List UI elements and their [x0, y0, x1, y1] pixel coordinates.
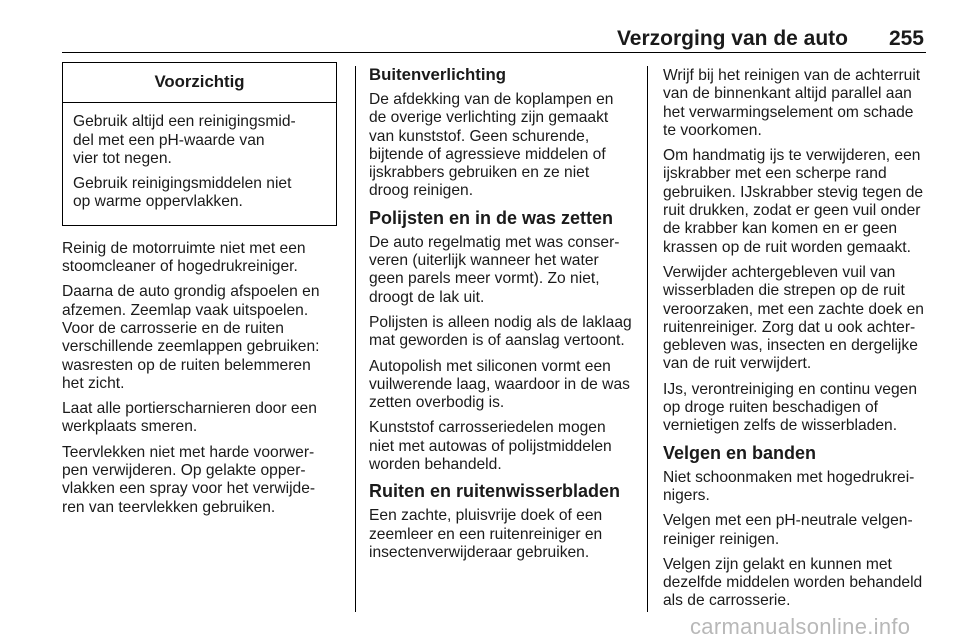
text-line: nigers.	[663, 486, 710, 504]
caution-box	[62, 62, 337, 226]
text-line: droog reinigen.	[369, 182, 474, 200]
text-line: gebleven was, insecten en dergelijke	[663, 337, 918, 355]
text-line: del met een pH-waarde van	[73, 131, 265, 149]
text-line: worden behandeld.	[369, 456, 502, 474]
text-line: Velgen zijn gelakt en kunnen met	[663, 555, 892, 573]
paragraph	[663, 147, 933, 257]
text-line: ruit drukken, zodat er geen vuil onder	[663, 202, 921, 220]
paragraph	[62, 444, 350, 517]
text-line: Velgen met een pH-neutrale velgen-	[663, 512, 913, 530]
text-line: Teervlekken niet met harde voorwer-	[62, 443, 315, 461]
column-divider-1	[355, 66, 356, 612]
text-line: De afdekking van de koplampen en	[369, 91, 614, 108]
text-line: het zicht.	[62, 374, 125, 392]
caution-paragraph-1	[73, 113, 326, 168]
text-line: afzemen. Zeemlap vaak uitspoelen.	[62, 301, 309, 319]
paragraph	[663, 381, 933, 436]
text-line: vernietigen zelfs de wisserbladen.	[663, 417, 898, 435]
text-line: veren (uiterlijk wanneer het water	[369, 252, 599, 270]
text-line: insectenverwijderaar gebruiken.	[369, 543, 590, 561]
text-line: Voor de carrosserie en de ruiten	[62, 319, 284, 337]
text-line: pen verwijderen. Op gelakte opper-	[62, 462, 306, 480]
paragraph	[369, 507, 639, 562]
paragraph	[369, 234, 639, 307]
text-line: Polijsten is alleen nodig als de laklaag	[369, 313, 632, 331]
text-line: van de ruit verwijdert.	[663, 355, 812, 373]
text-line: verschillende zeemlappen gebruiken:	[62, 338, 320, 356]
text-line: niet met autowas of polijstmiddelen	[369, 437, 612, 455]
header-title: Verzorging van de auto	[616, 27, 848, 50]
text-line: wisserbladen die strepen op de ruit	[663, 282, 905, 300]
text-line: ijskrabber met een scherpe rand	[663, 165, 887, 183]
text-line: mat geworden is of aanslag vertoont.	[369, 332, 625, 350]
section-heading-wheels-tyres: Velgen en banden	[663, 442, 817, 463]
text-line: werkplaats smeren.	[62, 418, 198, 436]
text-line: de overige verlichting zijn gemaakt	[369, 109, 609, 127]
text-line: De auto regelmatig met was conser-	[369, 233, 620, 251]
column-left	[62, 62, 350, 524]
column-divider-2	[647, 66, 648, 612]
paragraph	[62, 240, 350, 277]
page-header	[62, 24, 926, 53]
text-line: Kunststof carrosseriedelen mogen	[369, 419, 606, 437]
paragraph	[369, 419, 639, 474]
text-line: IJs, verontreiniging en continu vegen	[663, 380, 917, 398]
text-line: Een zachte, pluisvrije doek of een	[369, 507, 603, 525]
text-line: Gebruik reinigingsmiddelen niet	[73, 175, 292, 193]
text-line: van kunststof. Geen schurende,	[369, 127, 590, 145]
text-line: vier tot negen.	[73, 149, 172, 167]
paragraph	[369, 91, 639, 201]
text-line: bijtende of agressieve middelen of	[369, 145, 606, 163]
paragraph	[663, 264, 933, 374]
text-line: ruitenreiniger. Zorg dat u ook achter-	[663, 318, 916, 336]
text-line: dezelfde middelen worden behandeld	[663, 574, 923, 592]
paragraph	[663, 512, 933, 549]
paragraph	[663, 556, 933, 611]
text-line: ijskrabbers gebruiken en ze niet	[369, 164, 590, 182]
text-line: vlakken een spray voor het verwijde-	[62, 480, 316, 498]
section-heading-exterior-lighting: Buitenverlichting	[369, 65, 507, 84]
text-line: Reinig de motorruimte niet met een	[62, 239, 306, 257]
paragraph	[663, 469, 933, 506]
text-line: Gebruik altijd een reinigingsmid-	[73, 113, 296, 131]
paragraph	[62, 400, 350, 437]
text-line: stoomcleaner of hogedrukreiniger.	[62, 258, 298, 276]
text-line: op warme oppervlakken.	[73, 193, 243, 211]
text-line: krassen op de ruit worden gemaakt.	[663, 238, 911, 256]
text-line: het verwarmingselement om schade	[663, 103, 914, 121]
section-heading-windows-wipers: Ruiten en ruitenwisserbladen	[369, 481, 621, 502]
paragraph	[369, 358, 639, 413]
text-line: droogt de lak uit.	[369, 288, 485, 306]
text-line: Niet schoonmaken met hogedrukrei-	[663, 468, 915, 486]
text-line: zeemleer en een ruitenreiniger en	[369, 525, 603, 543]
text-line: als de carrosserie.	[663, 592, 791, 610]
caution-title: Voorzichtig	[63, 63, 336, 103]
text-line: zetten overbodig is.	[369, 394, 505, 412]
text-line: Om handmatig ijs te verwijderen, een	[663, 147, 921, 165]
text-line: Laat alle portierscharnieren door een	[62, 400, 317, 418]
column-middle	[369, 62, 639, 569]
text-line: te voorkomen.	[663, 121, 762, 139]
text-line: vuilwerende laag, waardoor in de was	[369, 375, 630, 393]
page-number: 255	[888, 27, 924, 50]
text-line: Wrijf bij het reinigen van de achterruit	[663, 67, 921, 84]
text-line: van de binnenkant altijd parallel aan	[663, 85, 912, 103]
text-line: reiniger reinigen.	[663, 530, 780, 548]
text-line: veroorzaken, met een zachte doek en	[663, 300, 924, 318]
paragraph	[663, 67, 933, 140]
text-line: wasresten op de ruiten belemmeren	[62, 356, 311, 374]
text-line: gebruiken. IJskrabber stevig tegen de	[663, 183, 924, 201]
text-line: op droge ruiten beschadigen of	[663, 399, 879, 417]
text-line: Daarna de auto grondig afspoelen en	[62, 283, 320, 301]
section-heading-polishing: Polijsten en in de was zetten	[369, 207, 614, 228]
text-line: geen parels meer vormt). Zo niet,	[369, 270, 600, 288]
paragraph	[369, 314, 639, 351]
paragraph	[62, 283, 350, 393]
text-line: ren van teervlekken gebruiken.	[62, 498, 276, 516]
text-line: de krabber kan komen en er geen	[663, 220, 898, 238]
column-right	[663, 62, 933, 618]
watermark: carmanualsonline.info	[690, 614, 911, 639]
text-line: Autopolish met siliconen vormt een	[369, 357, 611, 375]
caution-paragraph-2	[73, 175, 326, 212]
text-line: Verwijder achtergebleven vuil van	[663, 263, 896, 281]
caution-body	[63, 103, 336, 224]
